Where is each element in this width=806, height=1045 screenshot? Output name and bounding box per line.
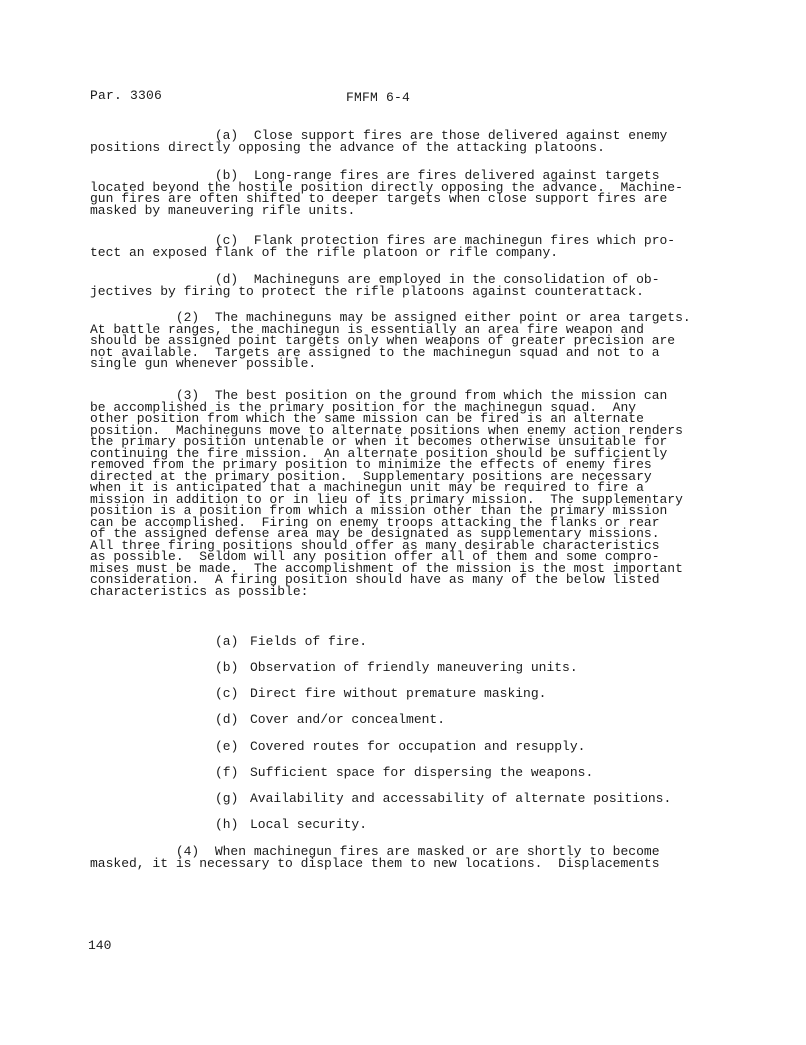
list-item-text: Observation of friendly maneuvering units. [250,660,578,675]
text-line: masked, it is necessary to displace them to new locations. Displacements [90,855,660,871]
text-line: continuing the fire mission. An alternate position should be sufficiently [90,445,668,461]
text-line: positions directly opposing the advance of the attacking platoons. [90,139,605,155]
text-line: (2) The machineguns may be assigned either point or area targets. [90,310,691,325]
list-item-text: Direct fire without premature masking. [250,686,547,701]
paragraph-reference: Par. 3306 [90,88,163,103]
list-item-text: Sufficient space for dispersing the weapons. [250,765,594,780]
text-line: other position from which the same mission can be fired is an alternate [90,411,644,426]
list-item-label: (f) [215,765,239,780]
text-line: single gun whenever possible. [90,356,317,371]
text-line: consideration. A firing position should have as many of the below listed [90,572,660,587]
text-line: masked by maneuvering rifle units. [90,202,356,218]
paragraph-a [90,130,690,153]
list-item [215,687,546,701]
text-line: the primary position untenable or when it becomes otherwise unsuitable for [90,434,668,449]
list-item-label: (e) [215,739,239,754]
text-line: as possible. Seldom will any position offer all of them and some compro- [90,549,660,564]
list-item-label: (h) [215,817,239,832]
list-item [215,818,367,832]
list-item [215,661,578,675]
text-line: of the assigned defense area may be designated as supplementary missions. [90,526,660,541]
page-number: 140 [88,938,112,953]
text-line: located beyond the hostile position directly opposing the advance. Machine- [90,179,683,195]
list-item [215,635,367,649]
text-line: mission in addition to or in lieu of its primary mission. The supplementary [90,491,683,507]
text-line: when it is anticipated that a machinegun unit may be required to fire a [90,480,644,495]
paragraph-3 [90,390,690,597]
text-line: At battle ranges, the machinegun is essentially an area fire weapon and [90,321,644,337]
text-line: jectives by firing to protect the rifle platoons against counterattack. [90,283,644,299]
text-line: position. Machineguns move to alternate positions when enemy action renders [90,422,683,438]
list-item-text: Availability and accessability of alternate positions. [250,791,672,806]
list-item-text: Local security. [250,817,368,832]
list-item [215,792,671,806]
text-line: (b) Long-range fires are fires delivered against targets [90,168,660,183]
text-line: mises must be made. The accomplishment of the mission is the most important [90,560,683,576]
paragraph-4 [90,846,690,869]
list-item [215,740,585,754]
text-line: (4) When machinegun fires are masked or are shortly to become [90,844,660,859]
text-line: position is a position from which a mission other than the primary mission [90,503,668,518]
list-item-label: (d) [215,712,239,727]
text-line: directed at the primary position. Supplementary positions are necessary [90,468,652,484]
manual-title: FMFM 6-4 [346,90,411,105]
paragraph-2 [90,312,690,370]
list-item-label: (c) [215,686,239,701]
text-line: (3) The best position on the ground from which the mission can [90,388,668,403]
list-item-text: Cover and/or concealment. [250,712,446,727]
text-line: characteristics as possible: [90,583,309,599]
paragraph-c [90,235,690,258]
list-item [215,713,445,727]
list-item-label: (g) [215,791,239,806]
list-item [215,766,593,780]
list-item-text: Fields of fire. [250,634,368,649]
list-item-label: (b) [215,660,239,675]
text-line: can be accomplished. Firing on enemy troops attacking the flanks or rear [90,514,660,530]
text-line: (d) Machineguns are employed in the consolidation of ob- [90,272,660,287]
list-item-label: (a) [215,634,239,649]
text-line: gun fires are often shifted to deeper targets when close support fires are [90,191,668,206]
text-line: All three firing positions should offer as many desirable characteristics [90,537,660,553]
text-line: not available. Targets are assigned to the machinegun squad and not to a [90,344,660,360]
text-line: (c) Flank protection fires are machinegun fires which pro- [90,233,676,248]
text-line: be accomplished is the primary position for the machinegun squad. Any [90,399,637,415]
text-line: should be assigned point targets only when weapons of greater precision are [90,333,676,348]
text-line: tect an exposed flank of the rifle platoon or rifle company. [90,244,559,260]
paragraph-b [90,170,690,216]
text-line: (a) Close support fires are those delivered against enemy [90,128,668,143]
paragraph-d [90,274,690,297]
text-line: removed from the primary position to minimize the effects of enemy fires [90,457,652,472]
list-item-text: Covered routes for occupation and resupply. [250,739,586,754]
